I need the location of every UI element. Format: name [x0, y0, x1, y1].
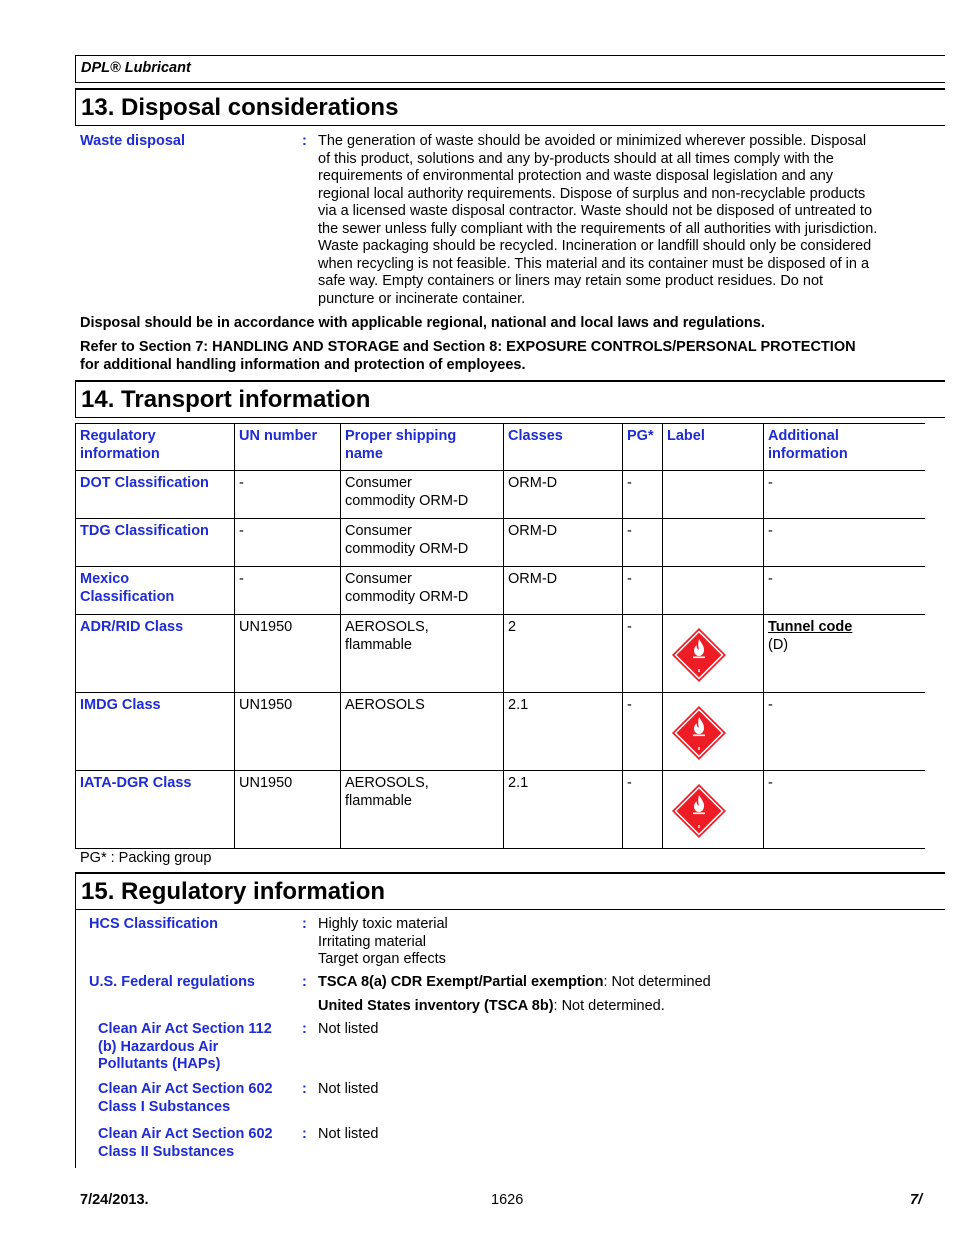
federal-regulations-label: U.S. Federal regulations	[89, 974, 255, 990]
packing-group-cell: -	[623, 519, 663, 567]
colon: :	[302, 1081, 307, 1097]
un-number-cell: UN1950	[235, 771, 341, 849]
shipping-name-cell: AEROSOLS, flammable	[341, 771, 504, 849]
flammable-gas-placard-icon	[671, 783, 727, 839]
table-row	[76, 693, 925, 771]
tsca-8a-label: TSCA 8(a) CDR Exempt/Partial exemption	[318, 974, 604, 990]
colon: :	[302, 916, 307, 932]
classes-cell: ORM-D	[504, 519, 623, 567]
text-line: puncture or incinerate container.	[318, 290, 526, 307]
additional-info-cell: Tunnel code (D)	[764, 615, 925, 693]
regulatory-cell: ADR/RID Class	[76, 615, 235, 693]
classes-cell: 2.1	[504, 693, 623, 771]
hcs-value: Highly toxic material	[318, 916, 448, 932]
classes-cell: ORM-D	[504, 567, 623, 615]
hcs-classification-values	[318, 916, 448, 969]
section-15-heading	[75, 872, 945, 910]
column-header: UN number	[235, 424, 341, 471]
un-number-cell: -	[235, 519, 341, 567]
label-cell	[663, 567, 764, 615]
text-line: when recycling is not feasible. This material and its container must be disposed of in a	[318, 255, 870, 272]
packing-group-cell: -	[623, 615, 663, 693]
clean-air-act-602-class-1-value: Not listed	[318, 1081, 379, 1097]
disposal-note: Disposal should be in accordance with applicable regional, national and local laws and regulations.	[80, 315, 765, 331]
product-name: DPL® Lubricant	[81, 60, 191, 76]
label-cell	[663, 771, 764, 849]
hcs-value: Irritating material	[318, 933, 426, 950]
transport-table	[75, 423, 925, 849]
flammable-gas-placard-icon	[671, 705, 727, 761]
label-cell	[663, 693, 764, 771]
text-line: Waste packaging should be recycled. Incineration or landfill should only be considered	[318, 238, 872, 254]
column-header: Proper shipping name	[341, 424, 504, 471]
column-header: Classes	[504, 424, 623, 471]
colon: :	[302, 974, 307, 990]
section-14-title: 14. Transport information	[81, 386, 371, 413]
un-number-cell: -	[235, 567, 341, 615]
section-15-left-border	[75, 910, 76, 1168]
un-number-cell: UN1950	[235, 615, 341, 693]
table-row	[76, 567, 925, 615]
clean-air-act-602-class-2-label: Clean Air Act Section 602 Class II Substances	[98, 1126, 273, 1160]
packing-group-cell: -	[623, 693, 663, 771]
tsca-8b-label: United States inventory (TSCA 8b)	[318, 998, 554, 1014]
table-row	[76, 519, 925, 567]
additional-info-cell: -	[764, 519, 925, 567]
footer-right-fragment: 7/	[910, 1192, 923, 1208]
regulatory-cell: Mexico Classification	[76, 567, 235, 615]
clean-air-act-112-label: Clean Air Act Section 112 (b) Hazardous Air Pollutants (HAPs)	[98, 1021, 272, 1072]
flammable-gas-placard-icon	[671, 627, 727, 683]
packing-group-footnote: PG* : Packing group	[80, 850, 212, 866]
footer-date: 7/24/2013.	[80, 1192, 149, 1208]
additional-info-cell: -	[764, 693, 925, 771]
shipping-name-cell: AEROSOLS, flammable	[341, 615, 504, 693]
section-13-title: 13. Disposal considerations	[81, 94, 399, 121]
clean-air-act-602-class-1-label: Clean Air Act Section 602 Class I Substances	[98, 1081, 273, 1115]
packing-group-cell: -	[623, 471, 663, 519]
waste-disposal-label: Waste disposal	[80, 133, 186, 149]
section-15-title: 15. Regulatory information	[81, 878, 386, 905]
column-header: Label	[663, 424, 764, 471]
additional-info-cell: -	[764, 567, 925, 615]
packing-group-cell: -	[623, 567, 663, 615]
column-header: Additional information	[764, 424, 925, 471]
text-line: the sewer unless fully compliant with the requirements of all authorities with jurisdiction.	[318, 220, 878, 237]
tsca-8a-value: : Not determined	[603, 974, 711, 990]
regulatory-cell: DOT Classification	[76, 471, 235, 519]
regulatory-cell: TDG Classification	[76, 519, 235, 567]
clean-air-act-112-value: Not listed	[318, 1021, 379, 1037]
table-header-row	[76, 424, 925, 471]
text-line: of this product, solutions and any by-products should at all times comply with the	[318, 150, 834, 167]
label-cell	[663, 615, 764, 693]
hcs-value: Target organ effects	[318, 951, 446, 967]
footer-page-number: 1626	[491, 1192, 524, 1208]
additional-info-cell: -	[764, 471, 925, 519]
colon: :	[302, 1021, 307, 1037]
text-line: via a licensed waste disposal contractor. Waste should not be disposed of untreated to	[318, 203, 873, 219]
regulatory-cell: IATA-DGR Class	[76, 771, 235, 849]
column-header: PG*	[623, 424, 663, 471]
label-cell	[663, 519, 764, 567]
table-row	[76, 471, 925, 519]
text-line: regional local authority requirements. Dispose of surplus and non-recyclable products	[318, 185, 866, 202]
text-line: requirements of environmental protection and waste disposal legislation and any	[318, 168, 834, 184]
refer-note-line-1: Refer to Section 7: HANDLING AND STORAGE and Section 8: EXPOSURE CONTROLS/PERSONAL PROTECTION	[80, 339, 856, 355]
un-number-cell: UN1950	[235, 693, 341, 771]
un-number-cell: -	[235, 471, 341, 519]
shipping-name-cell: Consumer commodity ORM-D	[341, 471, 504, 519]
section-13-heading	[75, 88, 945, 126]
table-row	[76, 615, 925, 693]
section-14-heading	[75, 380, 945, 418]
hcs-classification-label: HCS Classification	[89, 916, 218, 932]
colon: :	[302, 1126, 307, 1142]
packing-group-cell: -	[623, 771, 663, 849]
text-line: The generation of waste should be avoided or minimized wherever possible. Disposal	[318, 133, 867, 149]
table-row	[76, 771, 925, 849]
classes-cell: 2	[504, 615, 623, 693]
column-header: Regulatory information	[76, 424, 235, 471]
tsca-8a-line	[318, 974, 711, 992]
tsca-8b-value: : Not determined.	[553, 998, 665, 1014]
additional-info-cell: -	[764, 771, 925, 849]
classes-cell: ORM-D	[504, 471, 623, 519]
waste-disposal-text	[318, 133, 928, 308]
label-cell	[663, 471, 764, 519]
document-header	[75, 55, 945, 83]
text-line: safe way. Empty containers or liners may retain some product residues. Do not	[318, 273, 824, 289]
clean-air-act-602-class-2-value: Not listed	[318, 1126, 379, 1142]
classes-cell: 2.1	[504, 771, 623, 849]
regulatory-cell: IMDG Class	[76, 693, 235, 771]
shipping-name-cell: Consumer commodity ORM-D	[341, 519, 504, 567]
refer-note-line-2: for additional handling information and protection of employees.	[80, 357, 526, 373]
tsca-8b-line	[318, 998, 665, 1016]
colon: :	[302, 133, 307, 149]
shipping-name-cell: AEROSOLS	[341, 693, 504, 771]
shipping-name-cell: Consumer commodity ORM-D	[341, 567, 504, 615]
tunnel-code-label: Tunnel code	[768, 619, 853, 635]
